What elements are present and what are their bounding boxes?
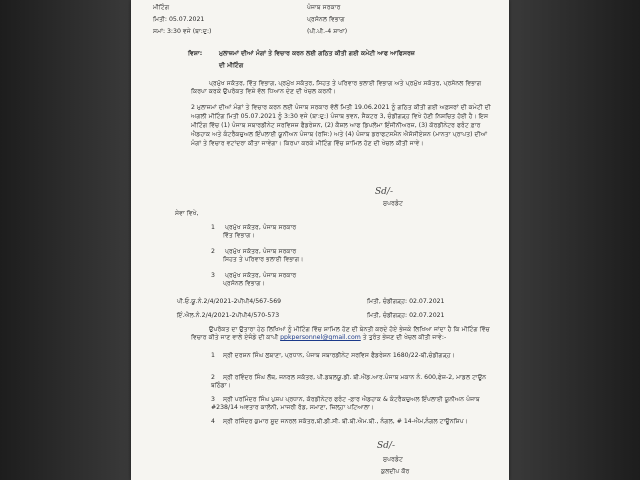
email-link[interactable]: ppkpersonnel@gmail.com bbox=[280, 334, 361, 342]
invitee-3-number: 3 bbox=[211, 396, 215, 403]
signature-1-title: ਸੁਪਰਡੰਟ bbox=[383, 200, 403, 207]
memo-ref-2-date: ਮਿਤੀ, ਚੰਡੀਗੜ੍ਹ: 02.07.2021 bbox=[367, 312, 445, 319]
memo-ref-1: ਪੀ.ਓ.ਯੂ.ਨੰ.2/4/2021-2ਪੀਪੀ4/567-569 bbox=[177, 298, 282, 305]
recipient-2 bbox=[211, 248, 303, 265]
header-right-line-1: ਪੰਜਾਬ ਸਰਕਾਰ bbox=[307, 4, 341, 11]
recipient-1-line-2: ਵਿੱਤ ਵਿਭਾਗ। bbox=[223, 232, 255, 240]
recipient-3-number: 3 bbox=[211, 272, 215, 279]
recipient-1 bbox=[211, 224, 296, 241]
invitee-4-text: ਸ੍ਰੀ ਰਜਿੰਦਰ ਕੁਮਾਰ ਸੂਦ ਜਨਰਲ ਸਕੱਤਰ,ਬੀ.ਡੀ.ਸੀ. ਬੀ.ਬੀ.ਐਮ.ਬੀ., ਨੰਗਲ, # 14-ਐਮ,ਨੰਗਲ ਟਾਊਨਸ਼ਿਪ। bbox=[223, 418, 468, 425]
header-left-date: ਮਿਤੀ: 05.07.2021 bbox=[153, 16, 205, 23]
photo-frame-right bbox=[509, 0, 640, 480]
paragraph-2: 2 ਮੁਲਾਜ਼ਮਾਂ ਦੀਆਂ ਮੰਗਾਂ ਤੇ ਵਿਚਾਰ ਕਰਨ ਲਈ ਪੰਜਾਬ ਸਰਕਾਰ ਵੱਲੋਂ ਮਿਤੀ 19.06.2021 ਨੂੰ ਗਠਿਤ ਕੀਤੀ ਗਈ ਅਫ਼ਸਰਾਂ ਦੀ ਕਮੇਟੀ ਦੀ ਅਗਲੀ ਮੀਟਿੰਗ ਮਿਤੀ 05.07.2021 ਨੂੰ 3:30 ਵਜੇ (ਬਾ:ਦੁ:) ਪੰਜਾਬ ਭਵਨ, ਸੈਕਟਰ 3, ਚੰਡੀਗੜ੍ਹ ਵਿਖੇ ਹੋਣੀ ਨਿਸ਼ਚਿਤ ਹੋਈ ਹੈ। ਇਸ ਮੀਟਿੰਗ ਵਿੱਚ (1) ਪੰਜਾਬ ਸਬਾਰਡੀਨੇਟ ਸਰਵਿਸਜ਼ ਫੈਡਰੇਸ਼ਨ, (2) ਕੈਸ਼ਲ ਆਫ ਡਿਪਲੋਮਾ ਇੰਜੀਨੀਅਰਜ਼, (3) ਕੋਰਡੀਨੇਟਰ ਫਰੰਟ ਫ਼ਾਰ ਐਡਹਾਕ ਅਤੇ ਕੰਟਰੈਕਚੁਅਲ ਇੰਪਲਾਈ ਯੂਨੀਅਨ ਪੰਜਾਬ (ਰਜਿ:) ਅਤੇ (4) ਪੰਜਾਬ ਡਰਾਫਟਸਮੈਨ ਐਸੋਸੀਏਸ਼ਨ (ਮਾਨਤਾ ਪ੍ਰਾਪਤ) ਦੀਆਂ ਮੰਗਾਂ ਤੇ ਵਿਚਾਰ ਵਟਾਂਦਰਾ ਕੀਤਾ ਜਾਵੇਗਾ। ਕਿਰਪਾ ਕਰਕੇ ਮੀਟਿੰਗ ਵਿੱਚ ਸ਼ਾਮਿਲ ਹੋਣ ਦੀ ਖੇਚਲ ਕੀਤੀ ਜਾਵੇ। bbox=[191, 104, 491, 147]
subject-label: ਵਿਸ਼ਾ: bbox=[188, 50, 203, 57]
subject-line-2: ਦੀ ਮੀਟਿੰਗ bbox=[219, 62, 244, 69]
invitee-1 bbox=[211, 352, 491, 360]
recipient-3 bbox=[211, 272, 296, 289]
paragraph-1: ਪ੍ਰਮੁੱਖ ਸਕੱਤਰ, ਵਿੱਤ ਵਿਭਾਗ, ਪ੍ਰਮੁੱਖ ਸਕੱਤਰ, ਸਿਹਤ ਤੇ ਪਰਿਵਾਰ ਭਲਾਈ ਵਿਭਾਗ ਅਤੇ ਪ੍ਰਮੁੱਖ ਸਕੱਤਰ, ਪ੍ਰਸੋਨਲ ਵਿਭਾਗ ਕਿਰਪਾ ਕਰਕੇ ਉਪਰੋਕਤ ਵਿਸ਼ੇ ਵੱਲ ਧਿਆਨ ਦੇਣ ਦੀ ਖੇਚਲ ਕਰਨੀ। bbox=[191, 80, 482, 96]
recipient-2-number: 2 bbox=[211, 248, 215, 255]
recipient-2-line-2: ਸਿਹਤ ਤੇ ਪਰਿਵਾਰ ਭਲਾਈ ਵਿਭਾਗ। bbox=[223, 256, 304, 264]
invitee-2-text: ਸ੍ਰੀ ਰਵਿੰਦਰ ਸਿੰਘ ਲੌਥ, ਜਨਰਲ ਸਕੱਤਰ, ਪੀ.ਡਬਲਯੂ.ਡੀ. ਬੀ.ਐਂਡ.ਆਰ.ਪੰਜਾਬ ਮਕਾਨ ਨੰ. 600,ਫੇਜ਼-2, ਮਾਡਲ ਟਾਊਨ ਬਠਿੰਡਾ। bbox=[211, 374, 487, 390]
invitee-3-text: ਸ੍ਰੀ ਪਰਮਿੰਦਰ ਸਿੰਘ ਪੁਸ਼ਪ ਪ੍ਰਧਾਨ, ਕੋਰਡੀਨੇਟਰ ਫਰੰਟ -ਫ਼ਾਰ ਐਡਹਾਕ & ਕੰਟਰੈਕਚੁਅਲ ਇੰਪਲਾਈ ਯੂਨੀਅਨ ਪੰਜਾਬ #238/14 ਅਵਤਾਰ ਕਾਲੋਨੀ, ਮਾਜਰੀ ਰੋਡ, ਸਮਾਣਾ, ਜ਼ਿਲ੍ਹਾ ਪਟਿਆਲਾ। bbox=[211, 396, 480, 412]
invitee-4-number: 4 bbox=[211, 418, 215, 425]
invitee-1-number: 1 bbox=[211, 352, 215, 359]
document-page bbox=[131, 0, 509, 480]
header-right-line-3: (ਪੀ.ਪੀ.-4 ਸ਼ਾਖਾ) bbox=[307, 28, 348, 35]
invitee-2 bbox=[211, 374, 491, 391]
photo-frame-left bbox=[0, 0, 131, 480]
salutation: ਸੇਵਾ ਵਿਖੇ, bbox=[175, 210, 199, 217]
memo-ref-1-date: ਮਿਤੀ, ਚੰਡੀਗੜ੍ਹ: 02.07.2021 bbox=[367, 298, 445, 305]
signature-2-script: Sd/- bbox=[377, 441, 395, 451]
header-left-line-1: ਮੀਟਿੰਗ bbox=[153, 4, 170, 11]
invitee-4 bbox=[211, 418, 491, 426]
recipient-1-number: 1 bbox=[211, 224, 215, 231]
recipient-1-line-1: ਪ੍ਰਮੁੱਖ ਸਕੱਤਰ, ਪੰਜਾਬ ਸਰਕਾਰ bbox=[224, 224, 297, 231]
recipient-3-line-2: ਪ੍ਰਸੋਨਲ ਵਿਭਾਗ। bbox=[223, 280, 265, 288]
header-left-time: ਸਮਾਂ: 3:30 ਵਜੇ (ਬਾ:ਦੁ:) bbox=[153, 28, 212, 35]
invitee-3 bbox=[211, 396, 491, 413]
memo-ref-2: ਇੰ.ਐਲ.ਨੰ.2/4/2021-2ਪੀਪੀ4/570-573 bbox=[177, 312, 280, 319]
signature-2-name: ਕੁਲਦੀਪ ਕੌਰ bbox=[381, 468, 410, 475]
paragraph-3-text: ਉਪਰੋਕਤ ਦਾ ਉਤਾਰਾ ਹੇਠ ਲਿਖਿਆਂ ਨੂੰ ਮੀਟਿੰਗ ਵਿੱਚ ਸ਼ਾਮਿਲ ਹੋਣ ਦੀ ਬੇਨਤੀ ਕਰਦੇ ਹੋਏ ਭੇਜਕੇ ਲਿਖਿਆ ਜਾਂਦਾ ਹੈ ਕਿ ਮੀਟਿੰਗ ਵਿੱਚ ਵਿਚਾਰ ਕੀਤੇ ਜਾਣ ਵਾਲੇ ਏਜੰਡੇ ਦੀ ਕਾਪੀ bbox=[191, 326, 490, 342]
invitee-2-number: 2 bbox=[211, 374, 215, 381]
subject-line-1: ਮੁਲਾਜ਼ਮਾਂ ਦੀਆਂ ਮੰਗਾਂ ਤੇ ਵਿਚਾਰ ਕਰਨ ਲਈ ਗਠਿਤ ਕੀਤੀ ਗਈ ਕਮੇਟੀ ਆਫ ਆਫਿਸਰਜ਼ bbox=[219, 50, 415, 57]
recipient-2-line-1: ਪ੍ਰਮੁੱਖ ਸਕੱਤਰ, ਪੰਜਾਬ ਸਰਕਾਰ bbox=[224, 248, 297, 255]
signature-1-script: Sd/- bbox=[375, 187, 393, 197]
header-right-line-2: ਪ੍ਰਸੋਨਲ ਵਿਭਾਗ bbox=[307, 16, 345, 23]
recipient-3-line-1: ਪ੍ਰਮੁੱਖ ਸਕੱਤਰ, ਪੰਜਾਬ ਸਰਕਾਰ bbox=[224, 272, 297, 279]
paragraph-3 bbox=[191, 326, 491, 343]
paragraph-3-tail: ਤੇ ਤੁਰੰਤ ਭੇਜਣ ਦੀ ਖੇਚਲ ਕੀਤੀ ਜਾਵੇ:- bbox=[362, 334, 447, 342]
signature-2-title: ਸੁਪਰਡੰਟ bbox=[383, 456, 403, 463]
invitee-1-text: ਸ੍ਰੀ ਦਰਸ਼ਨ ਸਿੰਘ ਲੁਬਾਣਾ, ਪ੍ਰਧਾਨ, ਪੰਜਾਬ ਸਬਾਰਡੀਨੇਟ ਸਰਵਿਸ ਫੈਡਰੇਸ਼ਨ 1680/22-ਬੀ,ਚੰਡੀਗੜ੍ਹ। bbox=[223, 352, 455, 359]
